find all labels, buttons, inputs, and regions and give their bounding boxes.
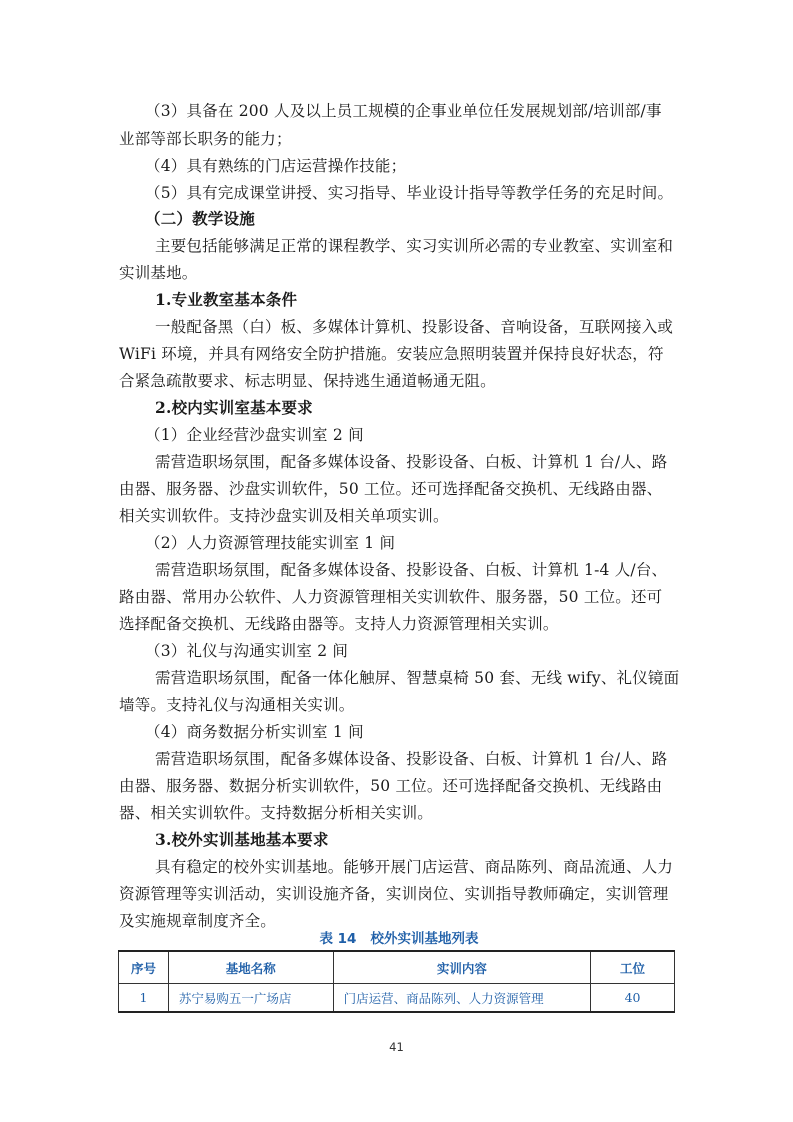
paragraph-line: 主要包括能够满足正常的课程教学、实习实训所必需的专业教室、实训室和 — [155, 237, 674, 255]
table-cell: 40 — [591, 984, 675, 1013]
column-header: 工位 — [591, 951, 675, 984]
paragraph-line: 由器、服务器、沙盘实训软件，50 工位。还可选择配备交换机、无线路由器、 — [119, 480, 663, 498]
paragraph-line: 及实施规章制度齐全。 — [119, 912, 277, 930]
paragraph-line: WiFi 环境，并具有网络安全防护措施。安装应急照明装置并保持良好状态，符 — [119, 345, 664, 363]
paragraph-line: 器、相关实训软件。支持数据分析相关实训。 — [119, 804, 434, 822]
item-heading: （3）礼仪与沟通实训室 2 间 — [145, 642, 349, 660]
paragraph-line: 资源管理等实训活动，实训设施齐备，实训岗位、实训指导教师确定，实训管理 — [119, 885, 669, 903]
table-row — [119, 984, 675, 1013]
column-header: 序号 — [119, 951, 169, 984]
training-base-table — [118, 950, 675, 1013]
item-heading: （2）人力资源管理技能实训室 1 间 — [145, 534, 396, 552]
paragraph-line: 路由器、常用办公软件、人力资源管理相关实训软件、服务器，50 工位。还可 — [119, 588, 663, 606]
column-header: 基地名称 — [168, 951, 333, 984]
paragraph-line: （5）具有完成课堂讲授、实习指导、毕业设计指导等教学任务的充足时间。 — [145, 184, 674, 202]
paragraph-line: 一般配备黑（白）板、多媒体计算机、投影设备、音响设备，互联网接入或 — [155, 318, 674, 336]
paragraph-line: 相关实训软件。支持沙盘实训及相关单项实训。 — [119, 507, 449, 525]
paragraph-line: 需营造职场氛围，配备多媒体设备、投影设备、白板、计算机 1-4 人/台、 — [155, 561, 668, 579]
table-cell: 门店运营、商品陈列、人力资源管理 — [333, 984, 591, 1013]
item-heading: （1）企业经营沙盘实训室 2 间 — [145, 426, 364, 444]
paragraph-line: 具有稳定的校外实训基地。能够开展门店运营、商品陈列、商品流通、人力 — [155, 858, 674, 876]
table-cell: 1 — [119, 984, 169, 1013]
subsection-heading: 1.专业教室基本条件 — [155, 290, 298, 309]
table-header-row — [119, 951, 675, 984]
item-heading: （4）商务数据分析实训室 1 间 — [145, 723, 364, 741]
table-cell: 苏宁易购五一广场店 — [168, 984, 333, 1013]
paragraph-line: （3）具备在 200 人及以上员工规模的企事业单位任发展规划部/培训部/事 — [145, 102, 662, 120]
paragraph-line: 业部等部长职务的能力； — [119, 130, 292, 148]
subsection-heading: 3.校外实训基地基本要求 — [155, 830, 329, 849]
paragraph-line: （4）具有熟练的门店运营操作技能； — [145, 157, 407, 175]
page-number: 41 — [389, 1040, 404, 1054]
paragraph-line: 墙等。支持礼仪与沟通相关实训。 — [119, 696, 355, 714]
paragraph-line: 选择配备交换机、无线路由器等。支持人力资源管理相关实训。 — [119, 615, 559, 633]
paragraph-line: 需营造职场氛围，配备多媒体设备、投影设备、白板、计算机 1 台/人、路 — [155, 453, 668, 471]
subsection-heading: 2.校内实训室基本要求 — [155, 398, 313, 417]
paragraph-line: 合紧急疏散要求、标志明显、保持逃生通道畅通无阻。 — [119, 372, 496, 390]
section-heading: （二）教学设施 — [145, 209, 255, 228]
column-header: 实训内容 — [333, 951, 591, 984]
paragraph-line: 需营造职场氛围，配备多媒体设备、投影设备、白板、计算机 1 台/人、路 — [155, 750, 668, 768]
paragraph-line: 实训基地。 — [119, 264, 198, 282]
paragraph-line: 由器、服务器、数据分析实训软件，50 工位。还可选择配备交换机、无线路由 — [119, 777, 663, 795]
table-caption: 表 14 校外实训基地列表 — [319, 931, 479, 947]
paragraph-line: 需营造职场氛围，配备一体化触屏、智慧桌椅 50 套、无线 wify、礼仪镜面 — [155, 669, 679, 687]
